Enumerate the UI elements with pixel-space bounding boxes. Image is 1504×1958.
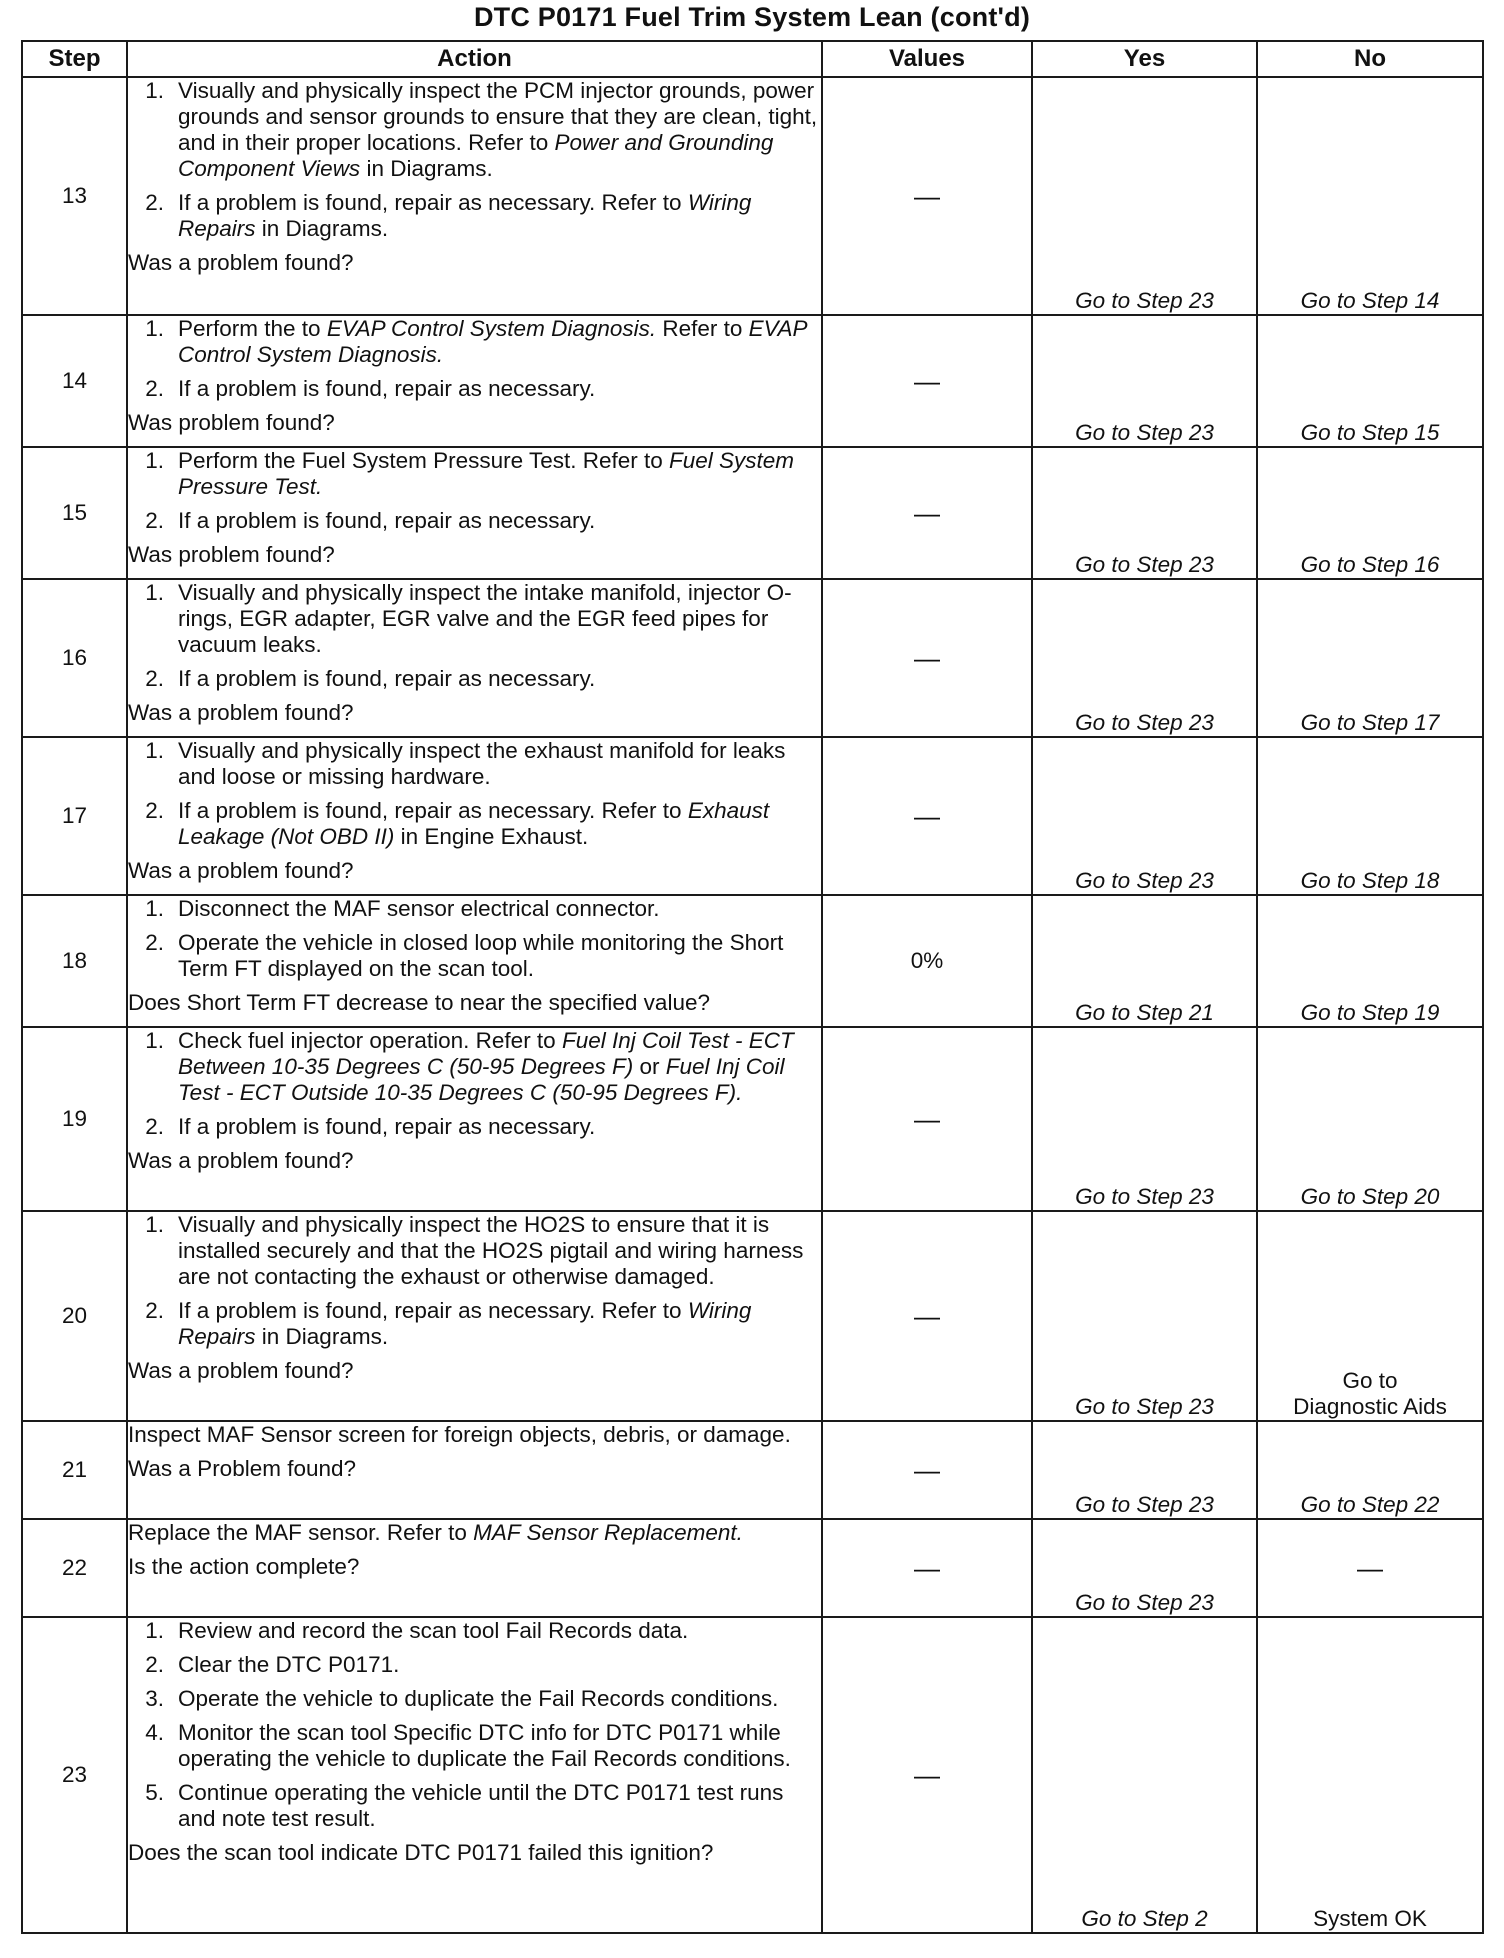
list-item: 3. Operate the vehicle to duplicate the Fail Records conditions. [145,1686,779,1711]
no-cell-line: Go to [1342,1368,1398,1393]
no-cell: System OK [1257,1617,1483,1933]
value-cell: — [822,77,1032,315]
table-row [22,579,1483,737]
action-cell [127,737,822,895]
table-row [22,315,1483,447]
value-cell: — [822,579,1032,737]
list-item: 1. Visually and physically inspect the HO2S to ensure that it is installed securely and that the HO2S pigtail and wiring harness are not contacting the exhaust or otherwise damaged. [145,1212,804,1289]
question-text: Was problem found? [128,410,335,435]
action-cell [127,77,822,315]
no-cell-line: Diagnostic Aids [1293,1394,1447,1419]
question-text: Was a problem found? [128,700,354,725]
step-number: 15 [22,447,127,579]
list-item: 1. Review and record the scan tool Fail Records data. [145,1618,689,1643]
list-item: 5. Continue operating the vehicle until the DTC P0171 test runs and note test result. [145,1780,784,1831]
list-item: 2. If a problem is found, repair as necessary. Refer to Wiring Repairs in Diagrams. [145,1298,752,1349]
question-text: Was a problem found? [128,1358,354,1383]
no-cell: Go to Step 18 [1257,737,1483,895]
no-cell: Go to Step 17 [1257,579,1483,737]
list-item: 1. Visually and physically inspect the intake manifold, injector O-rings, EGR adapter, EGR valve and the EGR feed pipes for vacuum leaks. [145,580,792,657]
table-row [22,1421,1483,1519]
no-cell [1257,1211,1483,1421]
yes-cell: Go to Step 23 [1032,1027,1257,1211]
action-cell [127,447,822,579]
action-cell [127,315,822,447]
header-no: No [1257,41,1483,77]
question-text: Was a problem found? [128,250,354,275]
step-number: 16 [22,579,127,737]
value-cell: — [822,1617,1032,1933]
table-row [22,895,1483,1027]
value-cell: — [822,1027,1032,1211]
list-item: 1. Perform the to EVAP Control System Diagnosis. Refer to EVAP Control System Diagnosis. [145,316,807,367]
list-item: 2. Operate the vehicle in closed loop while monitoring the Short Term FT displayed on the scan tool. [145,930,784,981]
value-cell: — [822,1211,1032,1421]
question-text: Was a problem found? [128,858,354,883]
table-row [22,737,1483,895]
step-number: 17 [22,737,127,895]
diagnostic-table [21,40,1484,1934]
yes-cell: Go to Step 23 [1032,579,1257,737]
no-cell: Go to Step 19 [1257,895,1483,1027]
table-row [22,1617,1483,1933]
no-cell: Go to Step 15 [1257,315,1483,447]
action-cell [127,1211,822,1421]
table-row [22,447,1483,579]
yes-cell: Go to Step 23 [1032,77,1257,315]
step-number: 23 [22,1617,127,1933]
list-item: 2. If a problem is found, repair as necessary. [145,508,596,533]
table-row [22,1027,1483,1211]
no-cell: Go to Step 16 [1257,447,1483,579]
list-item: 1. Check fuel injector operation. Refer to Fuel Inj Coil Test - ECT Between 10-35 Degrees C (50-95 Degrees F) or Fuel Inj Coil Test - ECT Outside 10-35 Degrees C (50-95 Degrees F). [145,1028,794,1105]
question-text: Does the scan tool indicate DTC P0171 failed this ignition? [128,1840,714,1865]
no-cell: — [1257,1519,1483,1617]
action-cell [127,1519,822,1617]
list-item: 1. Visually and physically inspect the PCM injector grounds, power grounds and sensor grounds to ensure that they are clean, tight, and in their proper locations. Refer to Power and Grounding Component Views in Diagrams. [145,78,818,181]
list-item: 4. Monitor the scan tool Specific DTC info for DTC P0171 while operating the vehicle to duplicate the Fail Records conditions. [145,1720,791,1771]
list-item: 2. If a problem is found, repair as necessary. Refer to Exhaust Leakage (Not OBD II) in Engine Exhaust. [145,798,770,849]
step-number: 20 [22,1211,127,1421]
question-text: Does Short Term FT decrease to near the specified value? [128,990,710,1015]
list-item: 2. If a problem is found, repair as necessary. Refer to Wiring Repairs in Diagrams. [145,190,752,241]
yes-cell: Go to Step 23 [1032,447,1257,579]
action-cell [127,1617,822,1933]
list-item: 1. Visually and physically inspect the exhaust manifold for leaks and loose or missing hardware. [145,738,786,789]
table-row [22,1211,1483,1421]
value-cell: — [822,737,1032,895]
header-values: Values [822,41,1032,77]
value-cell: — [822,315,1032,447]
step-number: 13 [22,77,127,315]
question-text: Was a problem found? [128,1148,354,1173]
step-number: 14 [22,315,127,447]
no-cell: Go to Step 20 [1257,1027,1483,1211]
yes-cell: Go to Step 23 [1032,1421,1257,1519]
value-cell: — [822,447,1032,579]
yes-cell: Go to Step 23 [1032,315,1257,447]
table-row [22,77,1483,315]
question-text: Was problem found? [128,542,335,567]
question-text: Was a Problem found? [128,1456,357,1481]
yes-cell: Go to Step 2 [1032,1617,1257,1933]
no-cell: Go to Step 14 [1257,77,1483,315]
action-text: Replace the MAF sensor. Refer to MAF Sensor Replacement. [128,1520,743,1545]
step-number: 19 [22,1027,127,1211]
question-text: Is the action complete? [128,1554,360,1579]
page-title: DTC P0171 Fuel Trim System Lean (cont'd) [473,2,1031,32]
list-item: 2. If a problem is found, repair as necessary. [145,376,596,401]
value-cell: 0% [822,895,1032,1027]
no-cell: Go to Step 22 [1257,1421,1483,1519]
table-row [22,1519,1483,1617]
yes-cell: Go to Step 23 [1032,737,1257,895]
value-cell: — [822,1421,1032,1519]
action-cell [127,1027,822,1211]
action-cell [127,1421,822,1519]
list-item: 1. Perform the Fuel System Pressure Test. Refer to Fuel System Pressure Test. [145,448,795,499]
header-action: Action [127,41,822,77]
yes-cell: Go to Step 21 [1032,895,1257,1027]
list-item: 2. If a problem is found, repair as necessary. [145,666,596,691]
action-cell [127,579,822,737]
table-header-row [22,41,1483,77]
step-number: 18 [22,895,127,1027]
step-number: 22 [22,1519,127,1617]
yes-cell: Go to Step 23 [1032,1211,1257,1421]
step-number: 21 [22,1421,127,1519]
header-step: Step [22,41,127,77]
value-cell: — [822,1519,1032,1617]
list-item: 2. If a problem is found, repair as necessary. [145,1114,596,1139]
list-item: 1. Disconnect the MAF sensor electrical connector. [145,896,660,921]
yes-cell: Go to Step 23 [1032,1519,1257,1617]
action-cell [127,895,822,1027]
action-text: Inspect MAF Sensor screen for foreign objects, debris, or damage. [128,1422,791,1447]
header-yes: Yes [1032,41,1257,77]
list-item: 2. Clear the DTC P0171. [145,1652,400,1677]
